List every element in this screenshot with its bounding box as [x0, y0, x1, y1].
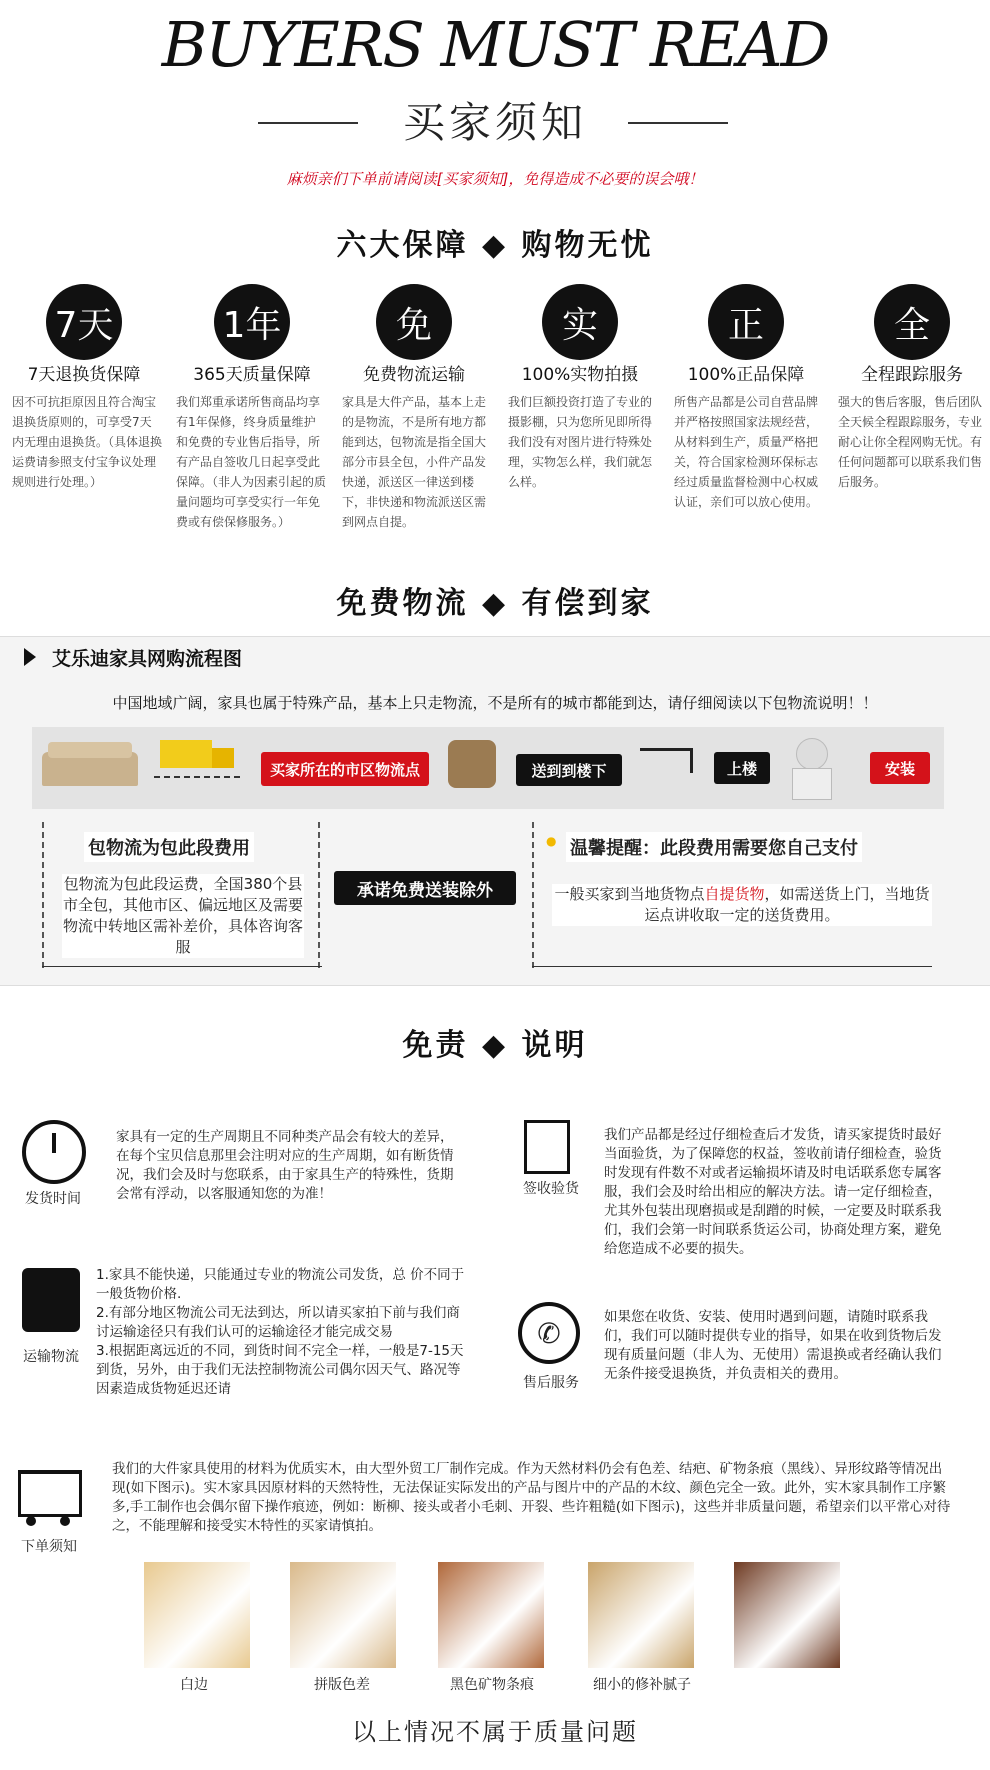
- guarantee-badge-free: 免: [376, 284, 452, 360]
- disclaimer-title: 免责 ◆ 说明: [402, 1028, 588, 1063]
- right-box-text: 一般买家到当地货物点自提货物，如需送货上门，当地货运点讲收取一定的送货费用。: [552, 884, 932, 926]
- arrow-line-left: [42, 966, 322, 967]
- guarantee-desc: 我们巨额投资打造了专业的摄影棚，只为您所见即所得我们没有对图片进行特殊处理，实物怎么样，我们就怎么样。: [508, 395, 653, 489]
- cart-wheel: [60, 1516, 70, 1526]
- wood-sample-mineral-streak: [438, 1562, 544, 1668]
- guarantee-desc: 因不可抗拒原因且符合淘宝退换货原则的，可享受7天内无理由退换货。（具体退换运费请参照支付宝争议处理规则进行处理。）: [12, 395, 163, 489]
- step-upstairs: 上楼: [714, 752, 770, 784]
- stairs-icon: [640, 748, 693, 773]
- disclaimer-label: 发货时间: [25, 1191, 81, 1207]
- phone-icon: ✆: [518, 1302, 580, 1364]
- right-box-title: 温馨提醒：此段费用需要您自己支付: [566, 832, 862, 862]
- page-subtitle: 麻烦亲们下单前请阅读[买家须知]，免得造成不必要的误会哦！: [286, 170, 704, 188]
- guarantees-title: 六大保障 ◆ 购物无忧: [336, 228, 654, 263]
- disclaimer-label: 下单须知: [21, 1539, 77, 1555]
- disclaimer-label: 运输物流: [23, 1349, 79, 1365]
- list-item: 3.根据距离远近的不同，到货时间不完全一样，一般是7-15天到货，另外，由于我们无法控制物流公司偶尔因天气、路况等因素造成货物延迟还请: [96, 1343, 464, 1397]
- disclaimer-text: 如果您在收货、安装、使用时遇到问题，请随时联系我们，我们可以随时提供专业的指导，如果在收到货物后发现有质量问题（非人为、无使用）需退换或者经确认我们无条件接受退换货，并负责相关的费用。: [604, 1309, 942, 1382]
- wood-sample-color-diff: [290, 1562, 396, 1668]
- play-icon: [24, 648, 36, 666]
- page-title-cn: 买家须知: [402, 98, 587, 147]
- page-title-en: BUYERS MUST READ: [161, 8, 829, 81]
- cart-wheel: [26, 1516, 36, 1526]
- arrow-line-right: [532, 966, 932, 967]
- sofa-back: [48, 742, 132, 758]
- truck-front-icon: [22, 1268, 80, 1332]
- guarantee-title: 7天退换货保障: [27, 365, 141, 385]
- cart-icon: [18, 1470, 82, 1517]
- guarantee-badge-full: 全: [874, 284, 950, 360]
- list-item: 2.有部分地区物流公司无法到达，所以请买家拍下前与我们商讨运输途径只有我们认可的运输途径才能完成交易: [96, 1305, 460, 1340]
- guarantee-badge-real: 实: [542, 284, 618, 360]
- disclaimer-label: 签收验货: [523, 1181, 579, 1197]
- left-box-text: 包物流为包此段运费，全国380个县市全包，其他市区、偏远地区及需要物流中转地区需补差价，具体咨询客服: [62, 875, 303, 956]
- footer-note: 以上情况不属于质量问题: [352, 1718, 638, 1746]
- guarantee-desc: 强大的售后客服，售后团队全天候全程跟踪服务，专业耐心让你全程网购无忧。有任何问题都可以联系我们售后服务。: [838, 395, 983, 489]
- dashed-line-left: [42, 822, 44, 968]
- worker-icon: [796, 738, 828, 770]
- step-install: 安装: [870, 752, 930, 784]
- disclaimer-label: 售后服务: [523, 1375, 579, 1391]
- truck-cab: [212, 748, 234, 768]
- wood-sample-dark: [734, 1562, 840, 1668]
- logistics-title: 免费物流 ◆ 有偿到家: [336, 586, 654, 621]
- wood-sample-white-edge: [144, 1562, 250, 1668]
- wood-label: 白边: [180, 1677, 208, 1693]
- free-delivery-badge: 承诺免费送装除外: [334, 871, 516, 905]
- mover-icon: [448, 740, 496, 788]
- guarantee-title: 免费物流运输: [363, 365, 465, 385]
- disclaimer-text: 家具有一定的生产周期且不同种类产品会有较大的差异，在每个宝贝信息那里会注明对应的生产周期，如有断货情况，我们会及时与您联系，由于家具生产的特殊性，货期会常有浮动，以客服通知您的为准！: [116, 1129, 454, 1202]
- guarantee-title: 365天质量保障: [193, 365, 311, 385]
- guarantee-desc: 我们郑重承诺所售商品均享有1年保修，终身质量维护和免费的专业售后指导，所有产品自签收几日起享受此保障。（非人为因素引起的质量问题均可享受实行一年免费或有偿保修服务。）: [176, 395, 327, 529]
- wood-label: 黑色矿物条痕: [450, 1677, 534, 1693]
- guarantee-badge-1year: 1年: [214, 284, 290, 360]
- logistics-notice: 中国地域广阔，家具也属于特殊产品，基本上只走物流，不是所有的城市都能到达，请仔细阅读以下包物流说明！！: [112, 694, 878, 712]
- divider-right: [628, 122, 728, 124]
- guarantee-title: 100%实物拍摄: [521, 365, 639, 385]
- arrow-dashed: [154, 776, 240, 778]
- step-city-logistics: 买家所在的市区物流点: [261, 752, 429, 786]
- dashed-line-mid: [318, 822, 320, 968]
- truck-icon: [160, 740, 212, 768]
- guarantee-badge-genuine: 正: [708, 284, 784, 360]
- wood-label: 拼版色差: [314, 1677, 370, 1693]
- left-box-title: 包物流为包此段费用: [84, 832, 254, 862]
- disclaimer-list: [96, 1266, 468, 1399]
- dashed-line-right: [532, 822, 534, 968]
- disclaimer-text: 我们的大件家具使用的材料为优质实木，由大型外贸工厂制作完成。作为天然材料仍会有色差、结疤、矿物条痕（黑线）、异形纹路等情况出现(如下图示)。实木家具因原材料的天然特性，无法保证实际发出的产品与图片中的产品的木纹、颜色完全一致。此外，实木家具制作工序繁多,手工制作也会偶尔留下操作痕迹，例如：断柳、接头或者小毛刺、开裂、些许粗糙(如下图示)，这些并非质量问题，希望亲们以平常心对待之，不能理解和接受实木特性的买家请慎拍。: [112, 1461, 951, 1534]
- clock-icon: [22, 1120, 86, 1184]
- guarantee-title: 全程跟踪服务: [861, 365, 963, 385]
- guarantee-badge-7days: 7天: [46, 284, 122, 360]
- guarantee-desc: 家具是大件产品，基本上走的是物流，不是所有地方都能到达，包物流是指全国大部分市县全包，小件产品发快递，派送区一律送到楼下，非快递和物流派送区需到网点自提。: [342, 395, 487, 529]
- disclaimer-text: 我们产品都是经过仔细检查后才发货，请买家提货时最好当面验货，为了保障您的权益，签收前请仔细检查，验货时发现有件数不对或者运输损坏请及时电话联系您专属客服，我们会及时给出相应的解决方法。请一定仔细检查，尤其外包装出现磨损或是刮蹭的时候，一定要及时联系我们，我们会第一时间联系货运公司，协商处理方案，避免给您造成不必要的损失。: [604, 1127, 942, 1257]
- wood-sample-putty: [588, 1562, 694, 1668]
- process-title: 艾乐迪家具网购流程图: [52, 648, 243, 670]
- sign-document-icon: [524, 1120, 570, 1174]
- lightbulb-icon: ●: [546, 834, 557, 848]
- guarantee-title: 100%正品保障: [687, 365, 805, 385]
- step-downstairs: 送到到楼下: [516, 754, 622, 786]
- worker-body: [792, 768, 832, 800]
- wood-label: 细小的修补腻子: [593, 1677, 691, 1693]
- guarantee-desc: 所售产品都是公司自营品牌并严格按照国家法规经营，从材料到生产，质量严格把关，符合国家检测环保标志经过质量监督检测中心权威认证，亲们可以放心使用。: [674, 395, 819, 509]
- list-item: 1.家具不能快递，只能通过专业的物流公司发货，总 价不同于一般货物价格.: [96, 1267, 465, 1302]
